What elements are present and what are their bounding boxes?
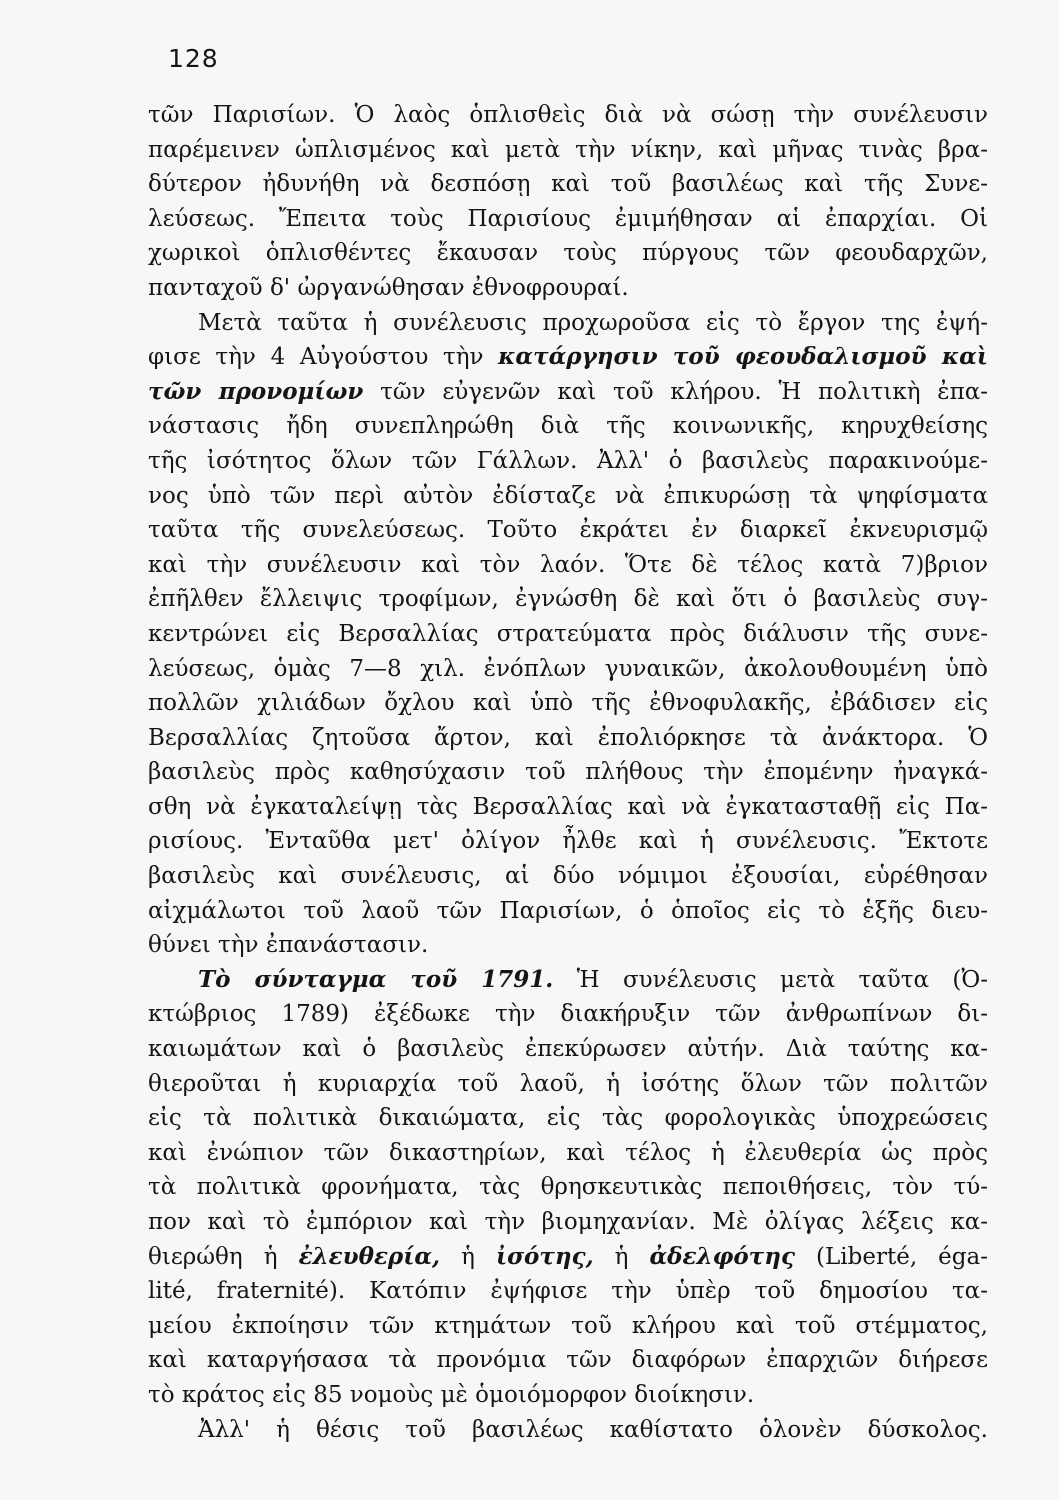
text-line-9 (148, 375, 988, 410)
article-2: ἡ (614, 1243, 629, 1270)
text-line-8-start: φισε τὴν 4 Αὐγούστου τὴν (148, 344, 484, 371)
text-line-14: καὶ τὴν συνέλευσιν καὶ τὸν λαόν. Ὅτε δὲ τέλος κατὰ 7)βριον (148, 551, 988, 578)
text-line-5: χωρικοὶ ὁπλισθέντες ἔκαυσαν τοὺς πύργους τῶν φεουδαρχῶν, (148, 240, 988, 267)
text-line-15: ἐπῆλθεν ἔλλειψις τροφίμων, ἐγνώσθη δὲ καὶ ὅτι ὁ βασιλεὺς συγ- (148, 586, 988, 613)
text-line-2: παρέμεινεν ὡπλισμένος καὶ μετὰ τὴν νίκην, καὶ μῆνας τινὰς βρα- (148, 136, 988, 163)
text-line-11: τῆς ἰσότητος ὅλων τῶν Γάλλων. Ἀλλ' ὁ βασιλεὺς παρακινούμε- (148, 447, 988, 474)
text-line-34 (148, 1240, 988, 1275)
text-line-29: θιεροῦται ἡ κυριαρχία τοῦ λαοῦ, ἡ ἰσότης ὅλων τῶν πολιτῶν (148, 1070, 988, 1097)
text-line-35: lité, fraternité). Κατόπιν ἐψήφισε τὴν ὑπὲρ τοῦ δημοσίου τα- (148, 1278, 988, 1305)
text-line-21: σθη νὰ ἐγκαταλείψῃ τὰς Βερσαλλίας καὶ νὰ ἐγκατασταθῇ εἰς Πα- (148, 793, 988, 820)
text-line-10: νάστασις ἤδη συνεπληρώθη διὰ τῆς κοινωνικῆς, κηρυχθείσης (148, 413, 988, 440)
text-line-31: καὶ ἐνώπιον τῶν δικαστηρίων, καὶ τέλος ἡ ἐλευθερία ὡς πρὸς (148, 1139, 988, 1166)
text-line-27: κτώβριος 1789) ἐξέδωκε τὴν διακήρυξιν τῶν ἀνθρωπίνων δι- (148, 1001, 988, 1028)
fraternity-term: ἀδελφότης (649, 1242, 795, 1270)
text-line-9-end: τῶν εὐγενῶν καὶ τοῦ κλήρου. Ἡ πολιτικὴ ἐπα- (380, 378, 989, 405)
text-line-37: καὶ καταργήσασα τὰ προνόμια τῶν διαφόρων ἐπαρχιῶν διήρεσε (148, 1347, 988, 1374)
text-line-19: Βερσαλλίας ζητοῦσα ἄρτον, καὶ ἐπολιόρκησε τὰ ἀνάκτορα. Ὁ (148, 724, 988, 751)
equality-term: ἰσότης, (495, 1242, 594, 1270)
text-line-30: εἰς τὰ πολιτικὰ δικαιώματα, εἰς τὰς φορολογικὰς ὑποχρεώσεις (148, 1105, 988, 1132)
text-line-36: μείου ἐκποίησιν τῶν κτημάτων τοῦ κλήρου καὶ τοῦ στέμματος, (148, 1312, 988, 1339)
text-line-6: πανταχοῦ δ' ὠργανώθησαν ἐθνοφρουραί. (148, 274, 629, 301)
text-line-25: θύνει τὴν ἐπανάστασιν. (148, 932, 429, 959)
text-line-26 (148, 963, 988, 998)
text-line-7: Μετὰ ταῦτα ἡ συνέλευσις προχωροῦσα εἰς τὸ ἔργον της ἐψή- (198, 309, 988, 336)
text-line-28: καιωμάτων καὶ ὁ βασιλεὺς ἐπεκύρωσεν αὐτήν. Διὰ ταύτης κα- (148, 1036, 988, 1063)
constitution-1791-heading: Τὸ σύνταγμα τοῦ 1791. (198, 965, 554, 993)
page-number: 128 (168, 44, 219, 73)
text-line-13: ταῦτα τῆς συνελεύσεως. Τοῦτο ἐκράτει ἐν διαρκεῖ ἐκνευρισμῷ (148, 517, 988, 544)
article-1: ἡ (461, 1243, 475, 1270)
text-line-39: Ἀλλ' ἡ θέσις τοῦ βασιλέως καθίστατο ὁλονὲν δύσκολος. (198, 1416, 988, 1443)
privileges-heading: τῶν προνομίων (148, 377, 364, 405)
body-text (148, 98, 988, 1447)
text-line-33: πον καὶ τὸ ἐμπόριον καὶ τὴν βιομηχανίαν. Μὲ ὀλίγας λέξεις κα- (148, 1209, 988, 1235)
text-line-1: τῶν Παρισίων. Ὁ λαὸς ὁπλισθεὶς διὰ νὰ σώσῃ τὴν συνέλευσιν (148, 102, 988, 128)
text-line-20: βασιλεὺς πρὸς καθησύχασιν τοῦ πλήθους τὴν ἐπομένην ἠναγκά- (148, 759, 988, 786)
abolition-of-feudalism-heading: κατάργησιν τοῦ φεουδαλισμοῦ καὶ (498, 343, 988, 371)
text-line-24: αἰχμάλωτοι τοῦ λαοῦ τῶν Παρισίων, ὁ ὁποῖος εἰς τὸ ἑξῆς διευ- (148, 897, 988, 924)
text-line-38: τὸ κράτος εἰς 85 νομοὺς μὲ ὁμοιόμορφον διοίκησιν. (148, 1381, 755, 1408)
french-terms-start: (Liberté, éga- (816, 1243, 988, 1270)
text-line-22: ρισίους. Ἐνταῦθα μετ' ὀλίγον ἦλθε καὶ ἡ συνέλευσις. Ἔκτοτε (148, 828, 988, 855)
liberty-term: ἐλευθερία, (298, 1242, 441, 1270)
text-line-34-start: θιερώθη ἡ (148, 1243, 278, 1270)
text-line-26-end: Ἡ συνέλευσις μετὰ ταῦτα (Ὀ- (576, 966, 989, 993)
text-line-4: λεύσεως. Ἔπειτα τοὺς Παρισίους ἐμιμήθησαν αἱ ἐπαρχίαι. Οἱ (148, 205, 988, 232)
text-line-16: κεντρώνει εἰς Βερσαλλίας στρατεύματα πρὸς διάλυσιν τῆς συνε- (148, 620, 988, 647)
text-line-8 (148, 340, 988, 375)
text-line-23: βασιλεὺς καὶ συνέλευσις, αἱ δύο νόμιμοι ἐξουσίαι, εὑρέθησαν (148, 863, 988, 890)
text-line-12: νος ὑπὸ τῶν περὶ αὐτὸν ἐδίσταζε νὰ ἐπικυρώσῃ τὰ ψηφίσματα (148, 482, 988, 509)
text-line-32: τὰ πολιτικὰ φρονήματα, τὰς θρησκευτικὰς πεποιθήσεις, τὸν τύ- (148, 1174, 988, 1201)
text-line-3: δύτερον ἠδυνήθη νὰ δεσπόσῃ καὶ τοῦ βασιλέως καὶ τῆς Συνε- (148, 171, 988, 198)
text-line-17: λεύσεως, ὁμὰς 7—8 χιλ. ἐνόπλων γυναικῶν, ἀκολουθουμένη ὑπὸ (148, 655, 988, 682)
text-line-18: πολλῶν χιλιάδων ὄχλου καὶ ὑπὸ τῆς ἐθνοφυλακῆς, ἐβάδισεν εἰς (148, 690, 988, 717)
